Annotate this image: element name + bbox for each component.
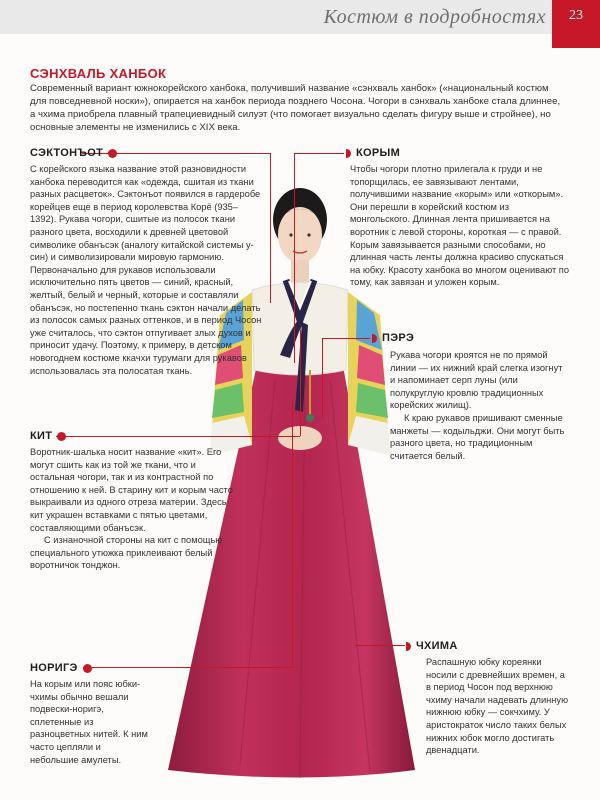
leader-kit-h [56,436,300,437]
section-korym-title [346,147,400,159]
red-dot-marker-icon [57,432,66,441]
section-kit-title [30,430,66,442]
section-chima-body [426,656,572,757]
red-half-marker-icon [346,149,351,158]
kit-heading: КИТ [30,430,53,442]
leader-norigae-v [292,400,293,667]
leader-korym-v [294,153,295,363]
pere-text-1: Рукава чогори кроятся не по прямой линии — их нижний край слегка изогнут и напоминает серп луны (или полукруглую кровлю традиционных корейских жилищ). [390,350,563,411]
norigae-text: На корым или пояс юбки-чхимы обычно вешали подвески-норигэ, сплетенные из разноцветных нитей. К ним часто цепляли и небольшие амулеты. [30,679,148,765]
header-title: Костюм в подробностях [323,6,546,28]
section-korym-body [350,163,570,289]
pere-text-2: К краю рукавов пришивают сменные манжеты — кодыльджи. Они могут быть разного цвета, но традиционным считается белый. [390,412,565,461]
section-norigae-body [30,678,150,766]
red-dot-marker-icon [83,664,92,673]
leader-pere-h [322,338,370,339]
section-pere-body [390,349,570,462]
leader-saektong-v [270,153,271,303]
article-intro [30,82,565,134]
section-pere-title [372,332,414,344]
face [278,207,322,263]
section-kit-body [30,446,240,572]
kit-text-1: Воротник-шалька носит название «кит». Его могут сшить как из той же ткани, что и остальная чогори, так и из контрастной по отношению к ней. В старину кит и корым часто выкраивали из одного отреза материи. Здесь кит украшен вставками с пятью цветами, составляющими обанъсэк. [30,447,233,533]
page-number: 23 [552,0,600,48]
intro-text: Современный вариант южнокорейского ханбока, получивший название «сэнхваль ханбок» («национальный костюм для повседневной носки»), опирается на ханбок периода позднего Чосона. Чогори в сэнхваль ханбоке стала длиннее, а чхима приобрела плавный трапециевидный силуэт (что помогает визуально сделать фигуру выше и стройнее), но основные элементы не изменились с XIX века. [30,83,561,133]
section-norigae-title [30,662,92,674]
saektong-sleeve-right [348,292,390,455]
kit-text-2: С изнаночной стороны на кит с помощью специального утюжка приклеивают белый воротничок тонджон. [30,535,223,571]
norigae-heading: НОРИГЭ [30,662,78,674]
leader-chima-h [355,645,405,646]
leader-pere-v [322,338,323,418]
section-saektong-body [30,163,262,377]
section-chima-title [406,640,458,652]
leader-korym-h [294,153,344,154]
leader-norigae-h [92,667,292,668]
saektong-text: С корейского языка название этой разновидности ханбока переводится как «одежда, сшитая из ткани разных расцветок». Сэктонъот появился в гардеробе корейцев еще в период королевства Корё (935–1392). Рукава чогори, сшитые из полосок ткани разного цвета, восходили к древней цветовой символике обанъсэк (аналогу китайской системы у-син) и символизировали мировую гармонию. Первоначально для рукавов использовали исключительно пять цветов — синий, красный, желтый, белый и черный, которые и составляли обанъсэк, но постепенно ткань сэктон начали делать из полосок самых разных оттенков, и в период Чосон уже считалось, что сэктон отпугивает злых духов и приносит удачу. Поэтому, к примеру, в детском новогоднем костюме ккачхи турумаги для рукавов использовалась эта полосатая ткань. [30,164,262,376]
leader-kit-v [300,330,301,436]
article-title: СЭНХВАЛЬ ХАНБОК [30,66,167,81]
red-half-marker-icon [372,334,377,343]
chima-text: Распашную юбку кореянки носили с древнейших времен, а в период Чосон под верхнюю чхиму начали надевать длинную нижнюю юбку — сокчхиму. У аристократок число таких белых нижних юбок могло достигать двенадцати. [426,657,569,756]
korym-text: Чтобы чогори плотно прилегала к груди и не топорщилась, ее завязывают лентами, получившими название «корым» или «откорым». Они перешли в корейский костюм из монгольского. Длинная лента пришивается на воротник с левой стороны, короткая — с правой. Корым завязывается разными способами, но длинная часть ленты должна красиво спускаться на юбку. Красоту ханбока во многом оценивают по тому, как завязан и уложен корым. [350,164,570,288]
chima-heading: ЧХИМА [416,640,458,652]
section-saektong-title [30,147,117,159]
saektong-heading: СЭКТОНЪОТ [30,147,104,159]
korym-heading: КОРЫМ [356,147,401,159]
red-half-marker-icon [406,642,411,651]
pere-heading: ПЭРЭ [382,332,415,344]
norigae-ornament [306,414,314,422]
red-dot-marker-icon [108,149,117,158]
